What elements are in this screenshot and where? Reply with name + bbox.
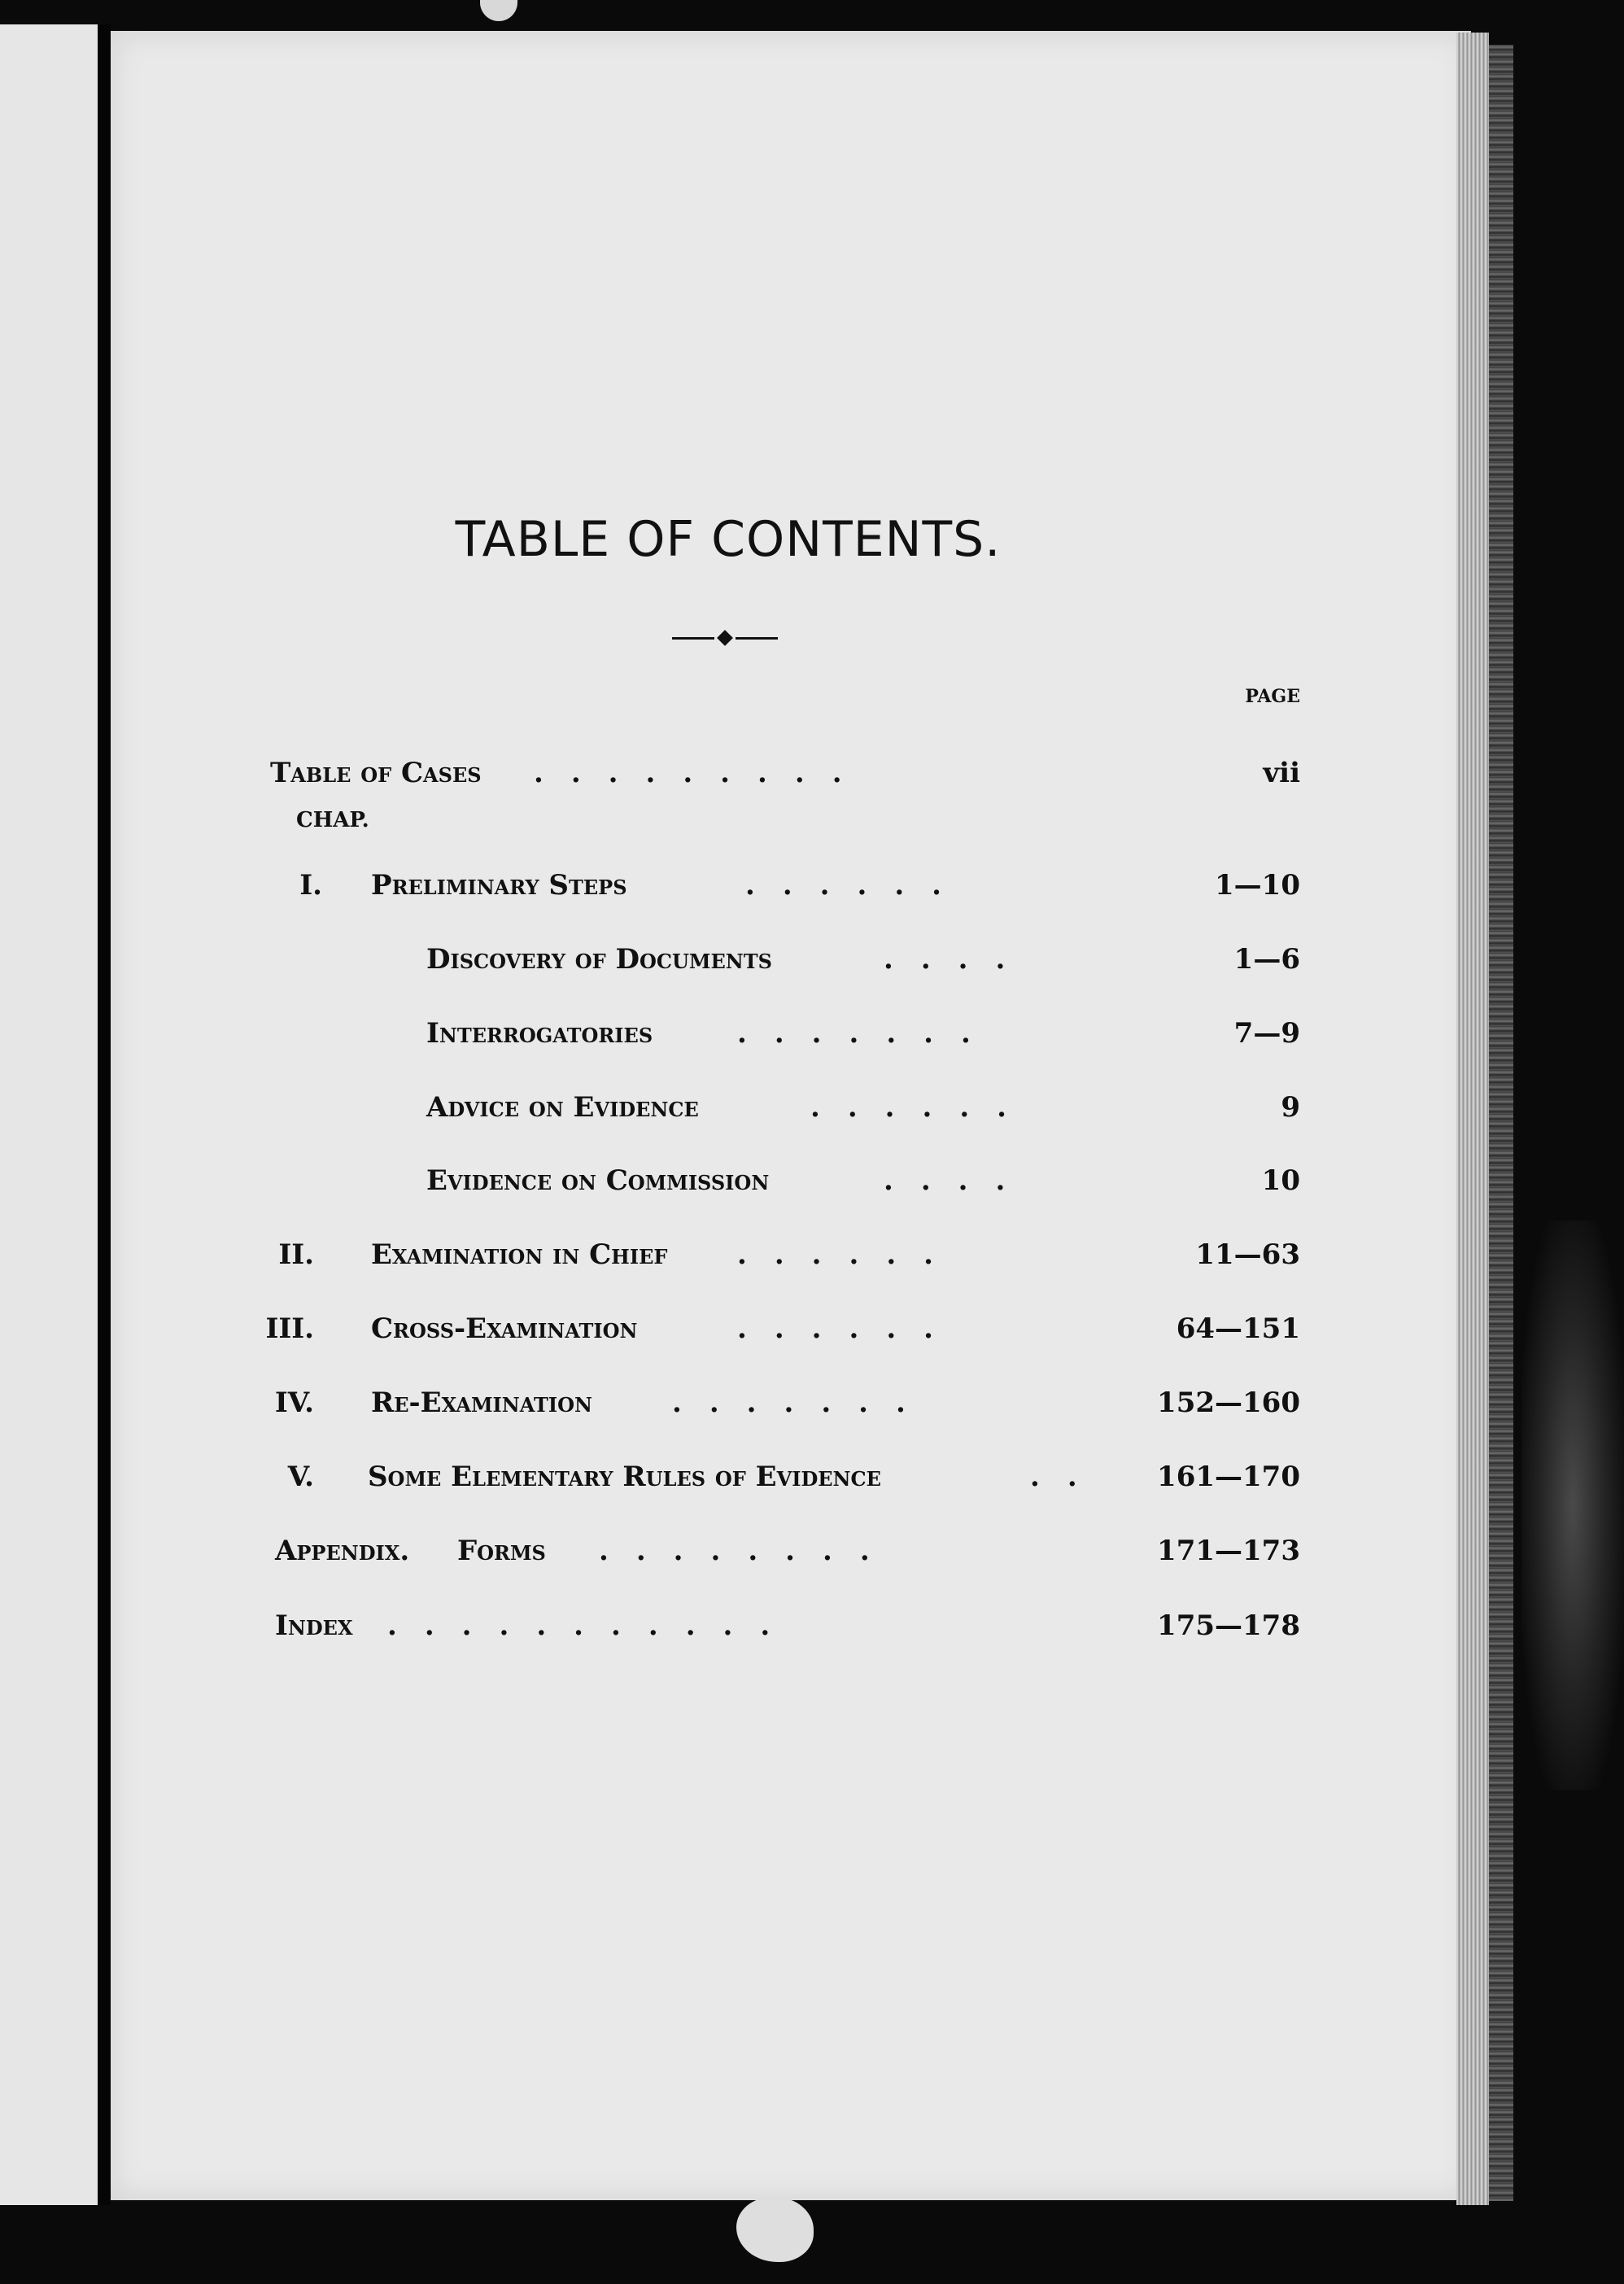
toc-entry-label: Re-Examination	[371, 1387, 592, 1419]
toc-entry-page: 1—6	[1233, 943, 1300, 976]
leader-dots: ........	[599, 1535, 897, 1567]
toc-entry-page: 11—63	[1195, 1238, 1300, 1271]
toc-entry-label: Some Elementary Rules of Evidence	[368, 1461, 881, 1493]
toc-entry-label: Discovery of Documents	[426, 943, 772, 976]
scan-artifact-bottom	[736, 2197, 814, 2262]
leader-dots: ......	[737, 1238, 962, 1271]
toc-entry-label: Interrogatories	[426, 1017, 653, 1050]
scan-blur-artifact	[1521, 1221, 1624, 1790]
toc-entry-page: 152—160	[1157, 1387, 1300, 1419]
toc-entry-label: Table of Cases	[270, 757, 482, 789]
leader-dots: ......	[737, 1312, 962, 1345]
toc-entry-page: 171—173	[1157, 1535, 1300, 1567]
toc-entry-label: Examination in Chief	[371, 1238, 668, 1271]
page-column-header: PAGE	[1245, 686, 1300, 707]
toc-entry-page: 64—151	[1176, 1312, 1300, 1345]
leader-dots: ..	[1030, 1461, 1105, 1493]
leader-dots: ......	[810, 1091, 1035, 1124]
page-title: TABLE OF CONTENTS.	[455, 511, 1002, 568]
toc-entry-page: 175—178	[1157, 1609, 1300, 1642]
left-page-edge	[0, 24, 98, 2205]
toc-entry-label: Advice on Evidence	[426, 1091, 699, 1124]
chapter-number: V.	[287, 1461, 314, 1493]
book-gutter	[98, 24, 111, 2205]
chapter-number: I.	[299, 869, 322, 902]
leader-dots: ....	[884, 943, 1033, 976]
leader-dots: .......	[737, 1017, 998, 1050]
toc-entry-page: 7—9	[1233, 1017, 1300, 1050]
toc-entry-label: Preliminary Steps	[371, 869, 627, 902]
ornament-divider-icon	[672, 630, 778, 646]
contents-page	[111, 31, 1471, 2200]
toc-entry-page: 161—170	[1157, 1461, 1300, 1493]
leader-dots: ......	[745, 869, 970, 902]
toc-entry-label: Forms	[457, 1535, 546, 1567]
chapter-number: IV.	[274, 1387, 314, 1419]
leader-dots: .........	[534, 757, 870, 789]
scan-artifact-top	[480, 0, 517, 21]
toc-entry-page: 10	[1261, 1164, 1300, 1197]
chapter-number: III.	[265, 1312, 314, 1345]
toc-entry-label: Index	[275, 1609, 353, 1642]
leader-dots: ...........	[387, 1609, 798, 1642]
appendix-label: Appendix.	[275, 1535, 410, 1567]
toc-entry-label: Evidence on Commission	[426, 1164, 770, 1197]
chapter-number: II.	[278, 1238, 314, 1271]
toc-entry-label: Cross-Examination	[371, 1312, 638, 1345]
toc-entry-page: 1—10	[1215, 869, 1300, 902]
leader-dots: ....	[884, 1164, 1033, 1197]
toc-entry-page: 9	[1281, 1091, 1300, 1124]
book-cover-edge	[1489, 45, 1513, 2201]
leader-dots: .......	[672, 1387, 933, 1419]
chapter-column-header: CHAP.	[296, 808, 369, 832]
toc-entry-page: vii	[1263, 757, 1300, 789]
